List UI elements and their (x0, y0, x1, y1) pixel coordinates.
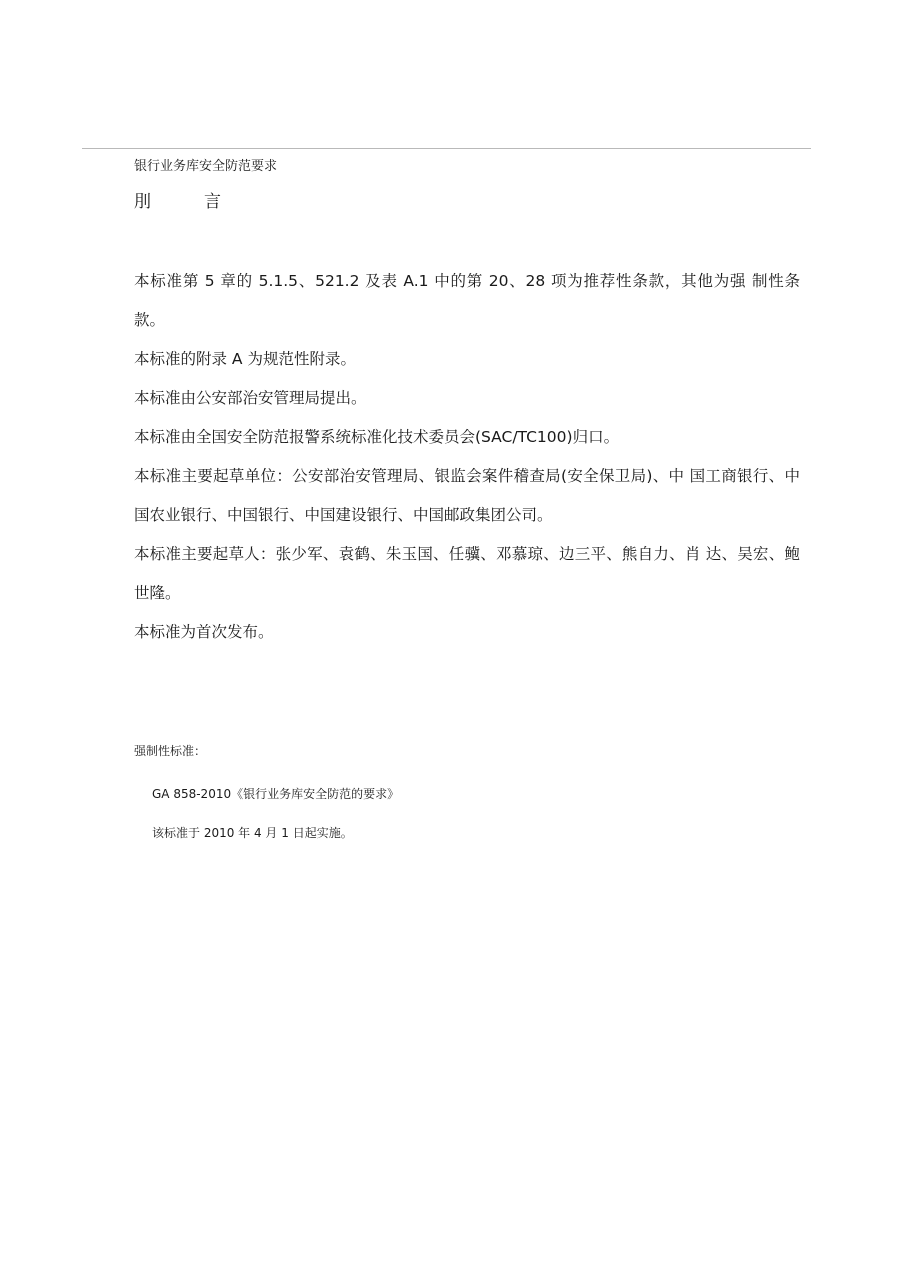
paragraph-first-release: 本标准为首次发布。 (134, 623, 274, 641)
foreword-body (134, 262, 800, 652)
section-title (134, 189, 221, 215)
paragraph-proposer: 本标准由公安部治安管理局提出。 (134, 389, 367, 407)
header-divider (82, 148, 811, 149)
paragraph-drafting-units: 本标准主要起草单位：公安部治安管理局、银监会案件稽查局(安全保卫局)、中 国工商银行、中国农业银行、中国银行、中国建设银行、中国邮政集团公司。 (134, 467, 800, 524)
section-title-char-1: 刖 (134, 192, 151, 212)
effective-date-note: 该标准于 2010 年 4 月 1 日起实施。 (152, 826, 353, 840)
mandatory-standard-label: 强制性标准： (134, 744, 207, 758)
paragraph-recommended-clauses: 本标准第 5 章的 5.1.5、521.2 及表 A.1 中的第 20、28 项为推荐性条款，其他为强 制性条款。 (134, 272, 800, 329)
paragraph-drafters: 本标准主要起草人：张少军、袁鹤、朱玉国、任骥、邓慕琼、边三平、熊自力、肖 达、吴宏、鲍世隆。 (134, 545, 800, 602)
section-title-char-2: 言 (204, 192, 221, 212)
running-header: 银行业务库安全防范要求 (134, 159, 278, 174)
paragraph-appendix: 本标准的附录 A 为规范性附录。 (134, 350, 356, 368)
paragraph-committee: 本标准由全国安全防范报警系统标准化技术委员会(SAC/TC100)归口。 (134, 428, 620, 446)
standard-reference: GA 858-2010《银行业务库安全防范的要求》 (152, 787, 400, 801)
